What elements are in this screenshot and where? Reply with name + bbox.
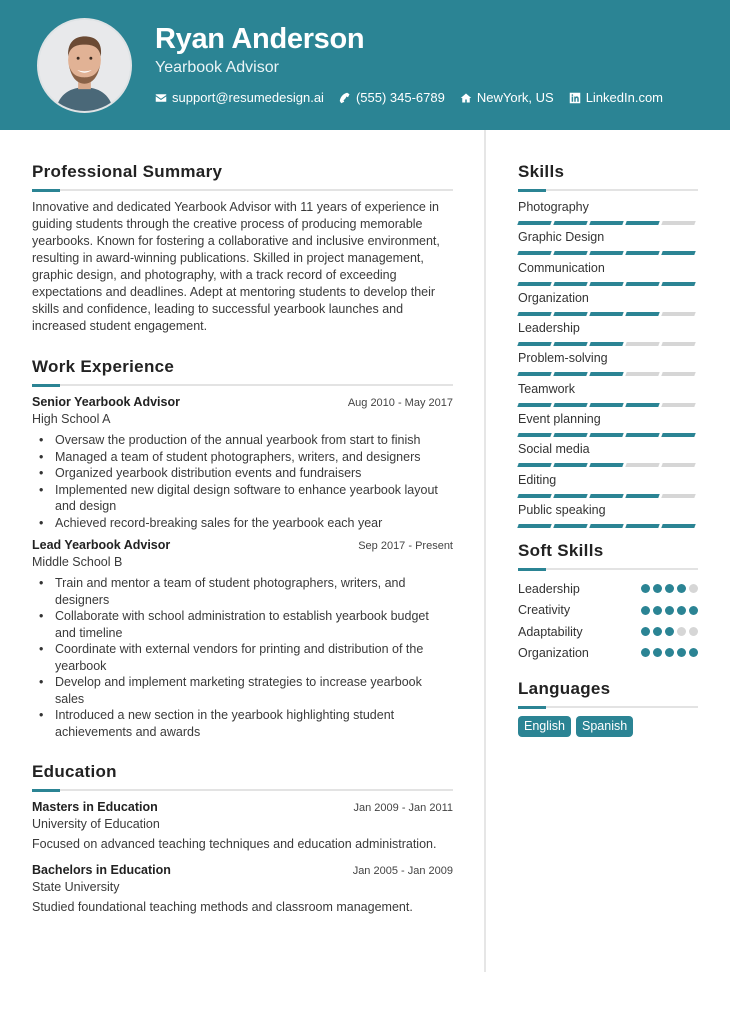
skill-item <box>518 441 698 471</box>
level-segment <box>625 251 659 255</box>
education-date: Jan 2005 - Jan 2009 <box>352 865 453 877</box>
skill-level-bar <box>518 221 698 225</box>
section-rule <box>518 706 698 708</box>
level-segment <box>625 524 659 528</box>
level-segment <box>661 251 695 255</box>
level-segment <box>517 463 551 467</box>
soft-skill-item <box>518 621 698 642</box>
contact-phone[interactable] <box>339 89 445 107</box>
job-date: Aug 2010 - May 2017 <box>347 397 453 409</box>
rating-dot-icon <box>665 627 674 636</box>
rating-dot-icon <box>677 648 686 657</box>
bullet-item: • Organized yearbook distribution events and fundraisers <box>32 465 453 482</box>
rating-dot-icon <box>689 584 698 593</box>
level-segment <box>589 221 623 225</box>
soft-skill-label: Adaptability <box>518 624 583 639</box>
rating-dot-icon <box>653 606 662 615</box>
level-segment <box>553 221 587 225</box>
job-entry <box>32 394 453 531</box>
level-segment <box>661 342 695 346</box>
experience-heading: Work Experience <box>32 357 175 376</box>
skill-label: Organization <box>518 290 589 305</box>
rating-dot-icon <box>689 606 698 615</box>
level-segment <box>553 282 587 286</box>
contact-phone-text: (555) 345-6789 <box>355 90 445 105</box>
education-section <box>32 760 453 916</box>
skill-item <box>518 472 698 502</box>
rating-dot-icon <box>653 627 662 636</box>
level-segment <box>589 403 623 407</box>
bullet-item: • Introduced a new section in the yearbook highlighting student achievements and awards <box>32 707 453 740</box>
degree: Masters in Education <box>32 800 158 814</box>
resume-header <box>0 0 730 130</box>
level-segment <box>553 342 587 346</box>
level-segment <box>625 221 659 225</box>
level-segment <box>589 463 623 467</box>
level-segment <box>553 372 587 376</box>
skill-label: Problem-solving <box>518 351 608 366</box>
level-segment <box>661 372 695 376</box>
rating-dot-icon <box>689 648 698 657</box>
section-rule <box>518 568 698 570</box>
degree: Bachelors in Education <box>32 863 171 877</box>
level-segment <box>625 372 659 376</box>
job-role: Lead Yearbook Advisor <box>32 538 171 552</box>
section-rule <box>32 189 453 191</box>
level-segment <box>625 403 659 407</box>
skill-item <box>518 320 698 350</box>
skill-item <box>518 290 698 320</box>
contact-email-text: support@resumedesign.ai <box>172 90 324 105</box>
job-date: Sep 2017 - Present <box>358 540 453 552</box>
bullet-item: • Oversaw the production of the annual yearbook from start to finish <box>32 432 453 449</box>
languages-section <box>518 677 698 737</box>
level-segment <box>517 342 551 346</box>
soft-skills-list <box>518 578 698 663</box>
soft-skills-section <box>518 539 698 663</box>
job-role: Senior Yearbook Advisor <box>32 395 180 409</box>
skill-item <box>518 350 698 380</box>
main-column <box>32 160 453 916</box>
level-segment <box>625 342 659 346</box>
envelope-icon <box>155 92 167 104</box>
skills-heading: Skills <box>518 162 565 181</box>
education-heading: Education <box>32 762 117 781</box>
summary-section <box>32 160 453 335</box>
rating-dot-icon <box>641 648 650 657</box>
level-segment <box>553 312 587 316</box>
skill-label: Photography <box>518 200 589 214</box>
skill-level-bar <box>518 251 698 255</box>
bullet-item: • Managed a team of student photographers, writers, and designers <box>32 449 453 466</box>
level-segment <box>553 524 587 528</box>
education-date: Jan 2009 - Jan 2011 <box>353 802 453 814</box>
level-segment <box>517 251 551 255</box>
school: State University <box>32 880 120 894</box>
contact-linkedin[interactable] <box>569 89 663 107</box>
bullet-item: • Achieved record-breaking sales for the yearbook each year <box>32 515 453 532</box>
level-segment <box>625 433 659 437</box>
level-segment <box>661 312 695 316</box>
sidebar-column <box>518 160 698 737</box>
education-entry <box>32 799 453 853</box>
contact-email[interactable] <box>155 89 324 107</box>
section-rule <box>32 789 453 791</box>
rating-dot-icon <box>641 584 650 593</box>
skill-level-bar <box>518 342 698 346</box>
experience-section <box>32 355 453 740</box>
skill-item <box>518 260 698 290</box>
level-segment <box>661 494 695 498</box>
level-segment <box>625 312 659 316</box>
rating-dot-icon <box>665 648 674 657</box>
rating-dot-icon <box>665 584 674 593</box>
skill-label: Leadership <box>518 321 580 336</box>
soft-skill-label: Creativity <box>518 603 571 618</box>
education-entry <box>32 862 453 916</box>
languages-heading: Languages <box>518 679 611 699</box>
contact-location-text: NewYork, US <box>476 90 554 105</box>
level-segment <box>589 494 623 498</box>
soft-skill-rating <box>641 648 698 657</box>
rating-dot-icon <box>665 606 674 615</box>
skill-level-bar <box>518 463 698 467</box>
level-segment <box>517 524 551 528</box>
bullet-item: • Coordinate with external vendors for printing and distribution of the yearbook <box>32 641 453 674</box>
skill-label: Teamwork <box>518 381 575 396</box>
language-chip: English <box>518 716 571 737</box>
soft-skill-item <box>518 600 698 621</box>
level-segment <box>625 282 659 286</box>
level-segment <box>589 251 623 255</box>
job-organization: High School A <box>32 412 111 426</box>
level-segment <box>517 312 551 316</box>
level-segment <box>517 433 551 437</box>
column-divider <box>484 130 486 972</box>
skill-item <box>518 502 698 532</box>
level-segment <box>589 372 623 376</box>
skill-level-bar <box>518 494 698 498</box>
level-segment <box>589 312 623 316</box>
job-bullets <box>32 575 453 740</box>
soft-skill-item <box>518 642 698 663</box>
skill-label: Graphic Design <box>518 230 605 245</box>
job-entry <box>32 537 453 740</box>
school: University of Education <box>32 817 160 831</box>
job-organization: Middle School B <box>32 555 123 569</box>
skill-label: Public speaking <box>518 502 606 517</box>
skill-level-bar <box>518 312 698 316</box>
rating-dot-icon <box>689 627 698 636</box>
level-segment <box>517 494 551 498</box>
profile-photo-icon <box>39 20 130 111</box>
bullet-item: • Develop and implement marketing strategies to increase yearbook sales <box>32 674 453 707</box>
skill-label: Editing <box>518 472 557 487</box>
summary-text: Innovative and dedicated Yearbook Advisor with 11 years of experience in guiding students through the creative process of producing memorable yearbooks. Known for fostering a collaborative and inclusive environment, resulting in award-winning publications. Skilled in project management, graphic design, and photography, with a track record of exceeding expectations and deadlines. Adept at mentoring students to develop their skills and confidence, leading to successful yearbook launches and increased student engagement. <box>32 200 440 333</box>
contact-location <box>460 89 554 107</box>
level-segment <box>589 342 623 346</box>
skill-item <box>518 411 698 441</box>
level-segment <box>589 282 623 286</box>
level-segment <box>553 463 587 467</box>
skill-level-bar <box>518 524 698 528</box>
bullet-item: • Collaborate with school administration to establish yearbook budget and timeline <box>32 608 453 641</box>
skill-item <box>518 199 698 229</box>
level-segment <box>625 463 659 467</box>
home-icon <box>460 92 472 104</box>
bullet-item: • Train and mentor a team of student photographers, writers, and designers <box>32 575 453 608</box>
job-bullets <box>32 432 453 531</box>
level-segment <box>553 433 587 437</box>
skill-level-bar <box>518 282 698 286</box>
skill-item <box>518 381 698 411</box>
skill-label: Communication <box>518 260 605 275</box>
skill-label: Event planning <box>518 412 601 427</box>
rating-dot-icon <box>641 627 650 636</box>
bullet-item: • Implemented new digital design software to enhance yearbook layout and design <box>32 482 453 515</box>
rating-dot-icon <box>677 606 686 615</box>
level-segment <box>661 463 695 467</box>
candidate-title: Yearbook Advisor <box>155 59 279 76</box>
level-segment <box>553 403 587 407</box>
rating-dot-icon <box>677 584 686 593</box>
rating-dot-icon <box>653 648 662 657</box>
level-segment <box>661 221 695 225</box>
skill-label: Social media <box>518 442 590 457</box>
soft-skill-rating <box>641 606 698 615</box>
level-segment <box>517 282 551 286</box>
soft-skill-rating <box>641 627 698 636</box>
rating-dot-icon <box>653 584 662 593</box>
section-rule <box>518 189 698 191</box>
level-segment <box>661 524 695 528</box>
education-description: Focused on advanced teaching techniques and education administration. <box>32 837 437 851</box>
level-segment <box>517 221 551 225</box>
level-segment <box>661 403 695 407</box>
skill-level-bar <box>518 372 698 376</box>
skill-level-bar <box>518 433 698 437</box>
level-segment <box>625 494 659 498</box>
soft-skill-label: Leadership <box>518 581 580 596</box>
avatar <box>37 18 132 113</box>
soft-skill-label: Organization <box>518 645 589 660</box>
soft-skills-heading: Soft Skills <box>518 541 604 561</box>
level-segment <box>589 524 623 528</box>
level-segment <box>553 251 587 255</box>
skill-level-bar <box>518 403 698 407</box>
level-segment <box>589 433 623 437</box>
skills-list <box>518 199 698 532</box>
rating-dot-icon <box>677 627 686 636</box>
summary-heading: Professional Summary <box>32 162 223 181</box>
language-chip: Spanish <box>576 716 633 737</box>
section-rule <box>32 384 453 386</box>
languages-list <box>518 716 698 737</box>
level-segment <box>661 282 695 286</box>
contact-linkedin-text: LinkedIn.com <box>585 90 664 105</box>
phone-icon <box>339 92 351 104</box>
education-description: Studied foundational teaching methods and classroom management. <box>32 900 413 914</box>
level-segment <box>517 372 551 376</box>
soft-skill-item <box>518 578 698 599</box>
level-segment <box>517 403 551 407</box>
level-segment <box>661 433 695 437</box>
soft-skill-rating <box>641 584 698 593</box>
linkedin-icon <box>569 92 581 104</box>
rating-dot-icon <box>641 606 650 615</box>
contact-list <box>155 89 663 107</box>
skills-section <box>518 160 698 532</box>
candidate-name: Ryan Anderson <box>155 23 365 55</box>
level-segment <box>553 494 587 498</box>
skill-item <box>518 229 698 259</box>
